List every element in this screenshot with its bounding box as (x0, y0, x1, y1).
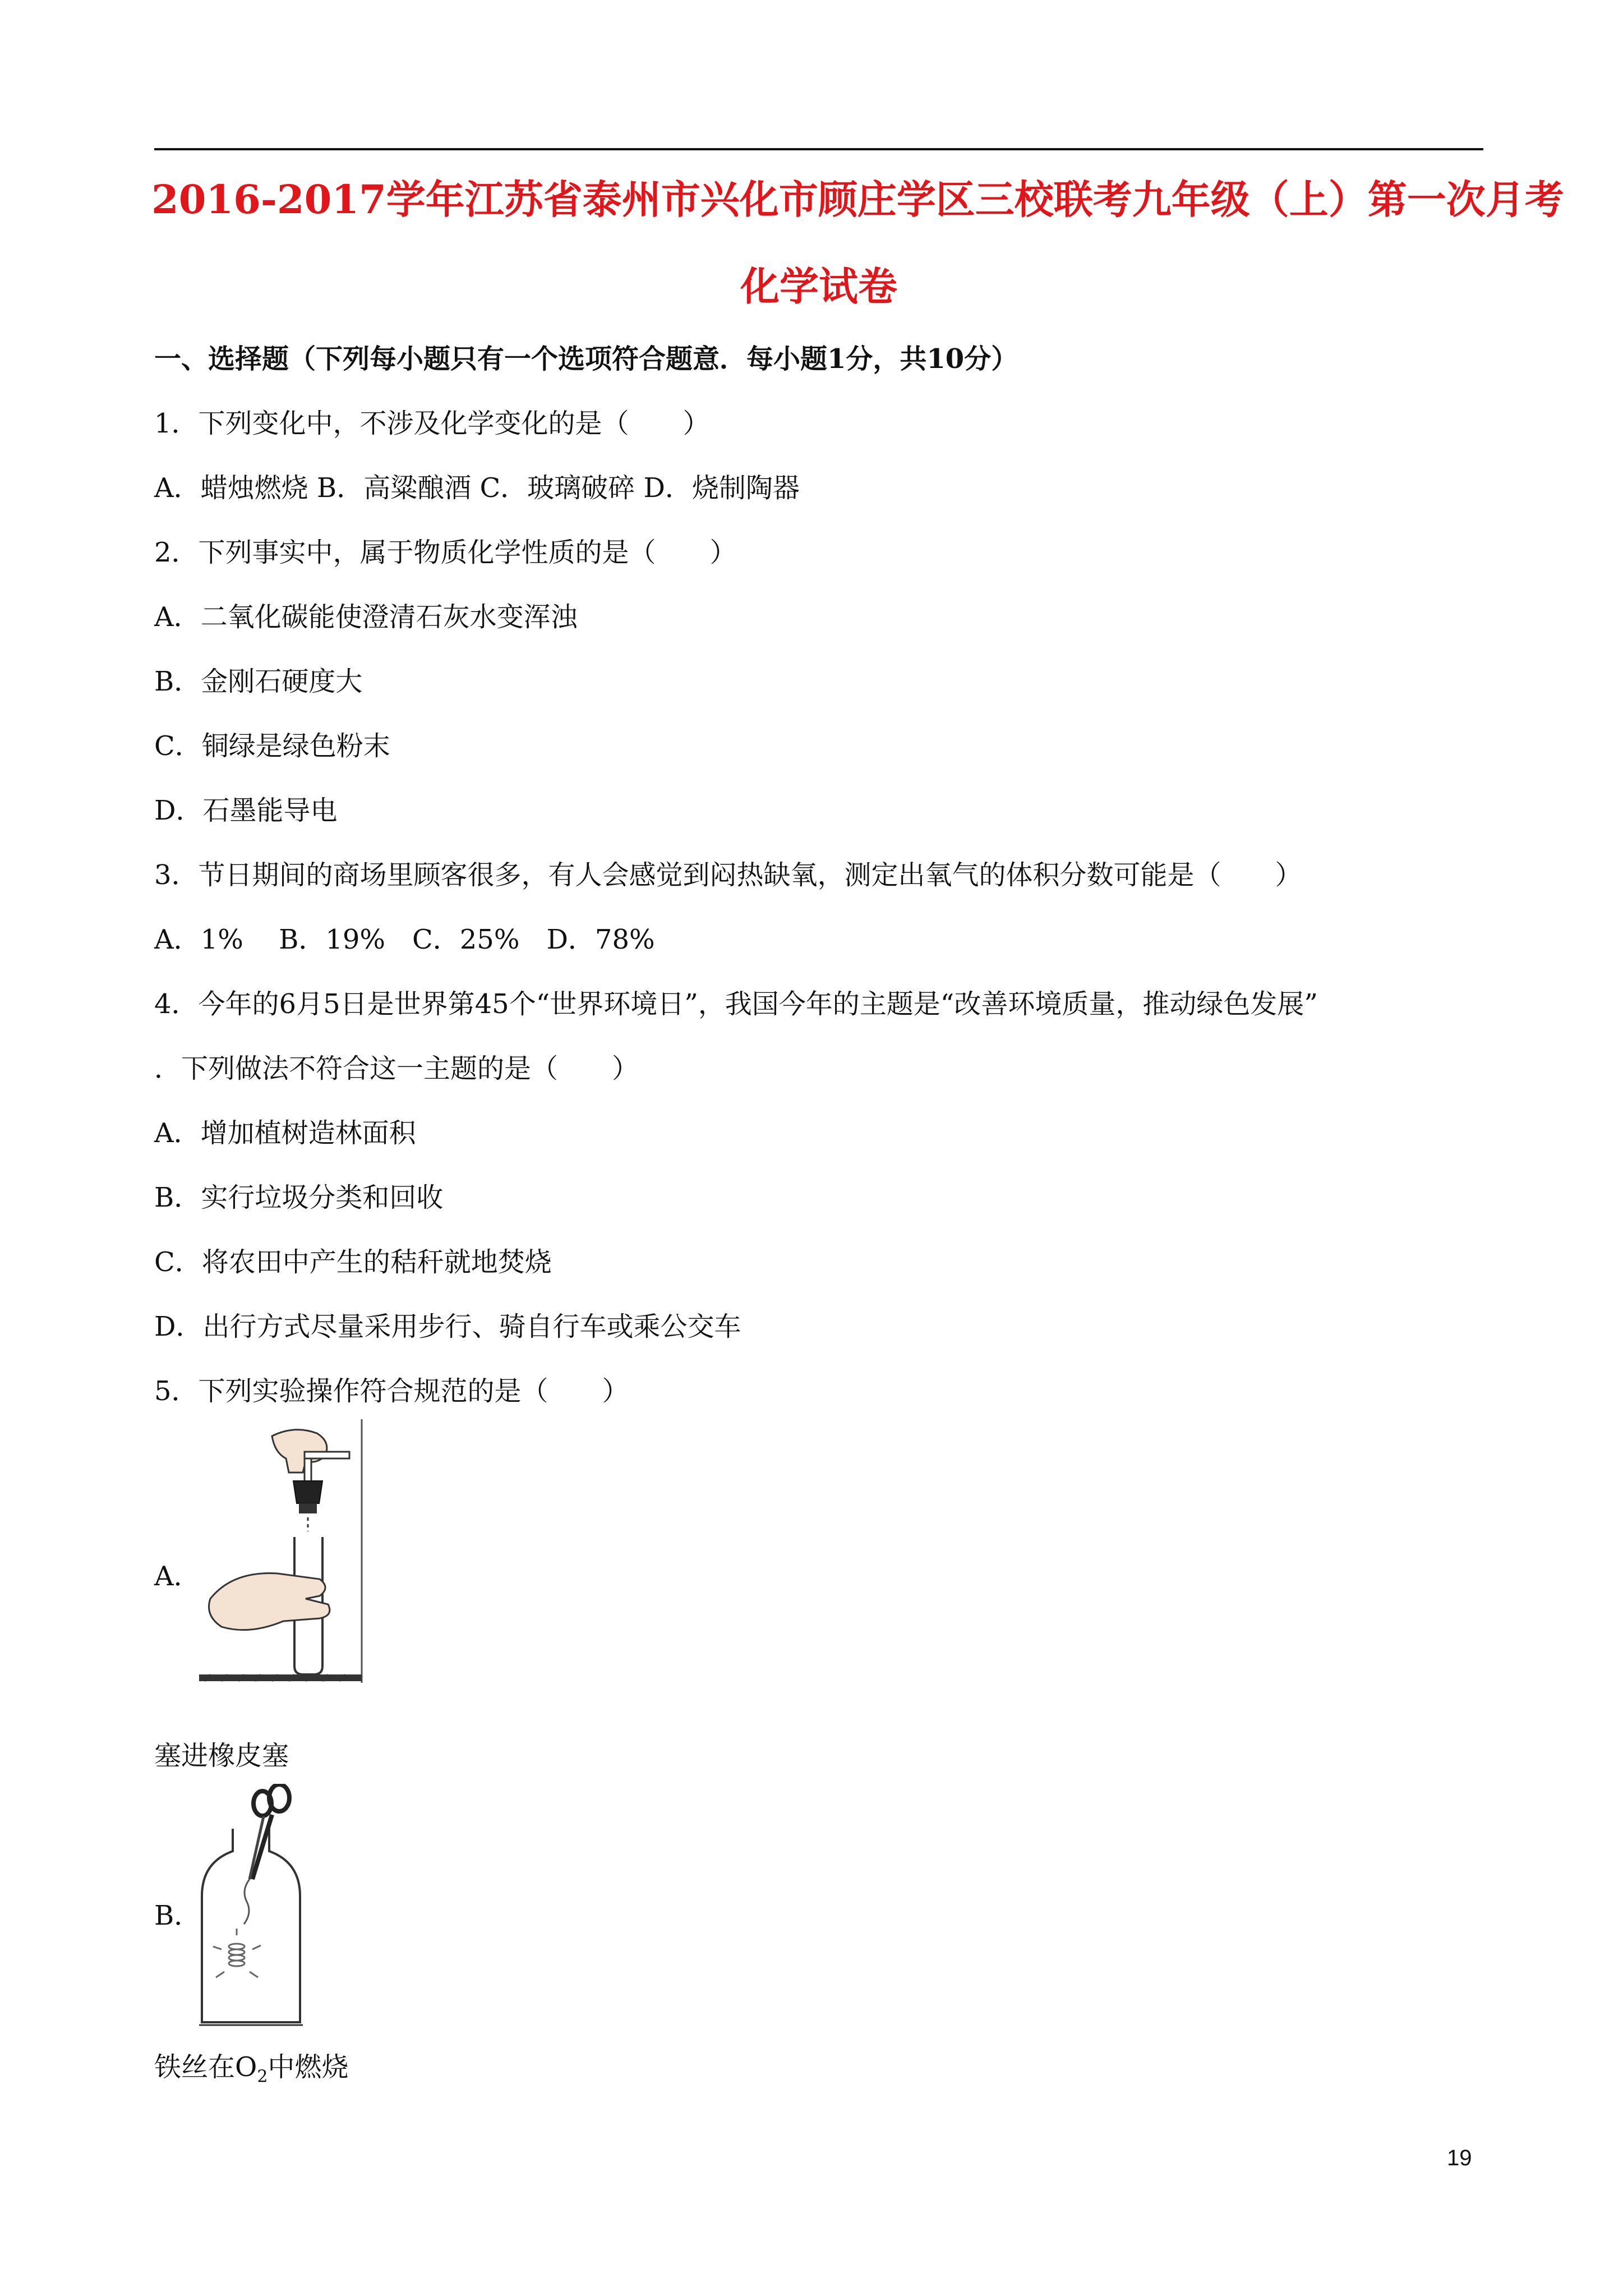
page-number: 19 (1447, 2146, 1472, 2170)
q5-stem: 5．下列实验操作符合规范的是（ ） (154, 1375, 629, 1407)
q5-b-caption-o: O (235, 2051, 257, 2083)
exam-title-line2: 化学试卷 (740, 263, 897, 310)
q5-b-caption-post: 中燃烧 (268, 2051, 349, 2083)
header-rule (154, 148, 1483, 150)
q1-options: A．蜡烛燃烧 B．高粱酿酒 C．玻璃破碎 D．烧制陶器 (154, 472, 800, 504)
q5-option-b-caption (154, 2050, 348, 2094)
q2-stem: 2．下列事实中，属于物质化学性质的是（ ） (154, 537, 737, 568)
q3-stem: 3．节日期间的商场里顾客很多，有人会感觉到闷热缺氧，测定出氧气的体积分数可能是（ ） (154, 859, 1302, 891)
q1-stem: 1．下列变化中，不涉及化学变化的是（ ） (154, 408, 710, 439)
q4-option-b: B．实行垃圾分类和回收 (154, 1182, 444, 1213)
q2-option-b: B．金刚石硬度大 (154, 666, 363, 697)
iron-wire-burning-figure (196, 1784, 308, 2031)
q4-option-d: D．出行方式尽量采用步行、骑自行车或乘公交车 (154, 1311, 741, 1342)
q5-option-b-label: B． (154, 1900, 201, 1931)
q5-option-a-caption: 塞进橡皮塞 (154, 1740, 289, 1772)
exam-title-line1: 2016-2017学年江苏省泰州市兴化市顾庄学区三校联考九年级（上）第一次月考 (151, 176, 1564, 223)
q5-b-caption-sub: 2 (257, 2067, 268, 2087)
q5-b-caption-pre: 铁丝在 (154, 2051, 236, 2083)
q2-option-c: C．铜绿是绿色粉末 (154, 730, 390, 762)
section-heading: 一、选择题（下列每小题只有一个选项符合题意．每小题1分，共10分） (154, 343, 1018, 375)
q4-stem-line1: 4．今年的6月5日是世界第45个“世界环境日”，我国今年的主题是“改善环境质量，推动绿色发展” (154, 988, 1318, 1020)
stopper-insertion-figure (199, 1419, 367, 1688)
q2-option-d: D．石墨能导电 (154, 795, 338, 826)
q3-options: A．1% B．19% C．25% D．78% (154, 924, 655, 955)
q4-option-c: C．将农田中产生的秸秆就地焚烧 (154, 1246, 552, 1278)
q5-option-a-label: A． (154, 1561, 201, 1592)
q4-option-a: A．增加植树造林面积 (154, 1117, 416, 1149)
q2-option-a: A．二氧化碳能使澄清石灰水变浑浊 (154, 601, 578, 633)
q4-stem-line2: ．下列做法不符合这一主题的是（ ） (154, 1053, 639, 1084)
